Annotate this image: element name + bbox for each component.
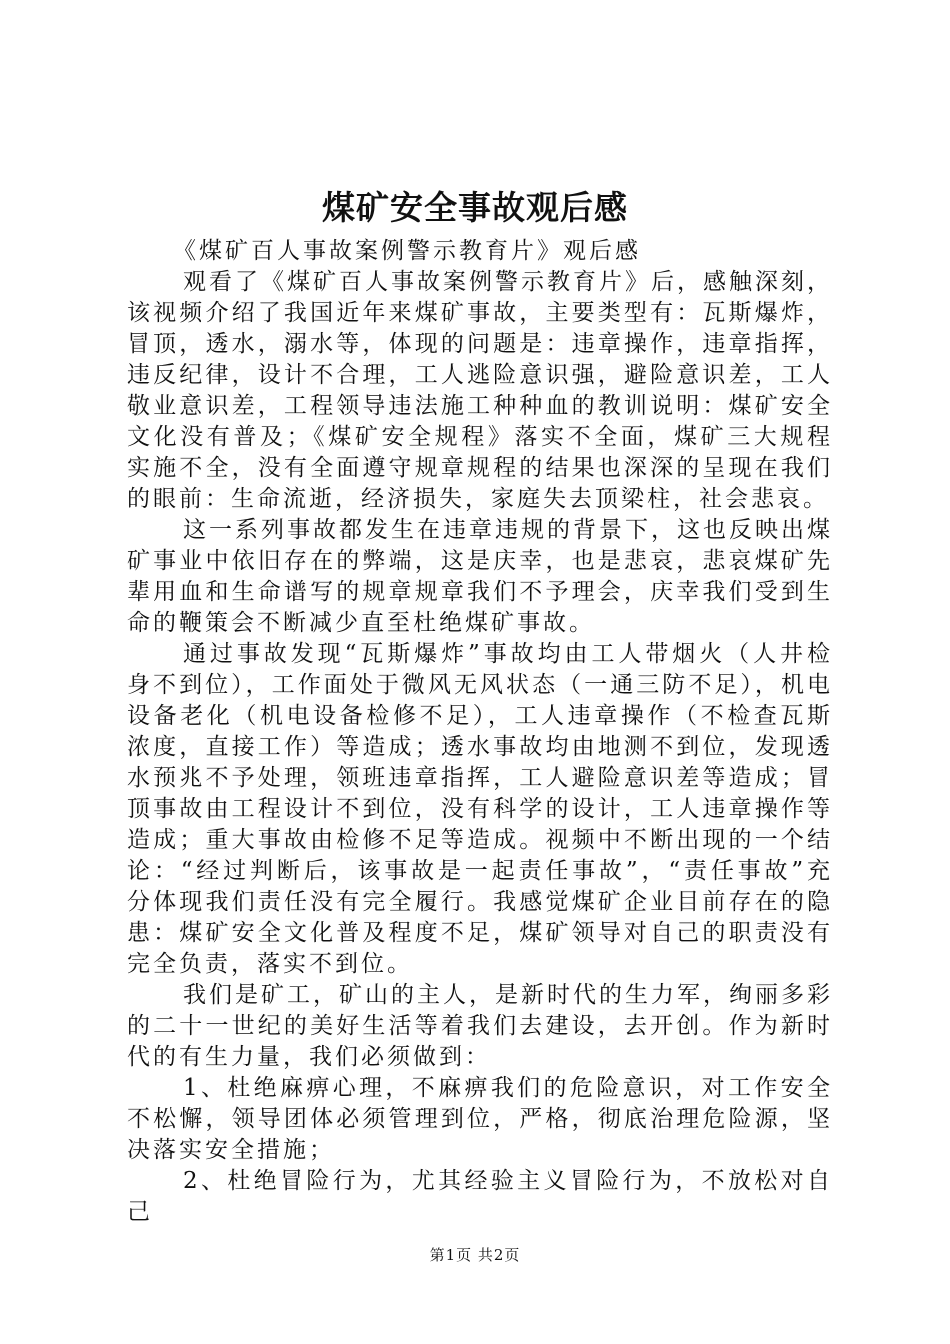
list-item: 2、杜绝冒险行为，尤其经验主义冒险行为，不放松对自己 — [127, 1168, 833, 1225]
paragraph: 通过事故发现“瓦斯爆炸”事故均由工人带烟火（人井检身不到位），工作面处于微风无风状态（一通三防不足），机电设备老化（机电设备检修不足），工人违章操作（不检查瓦斯浓度，直接工作）等造成；透水事故均由地测不到位，发现透水预兆不予处理，领班违章指挥，工人避险意识差等造成；冒顶事故由工程设计不到位，没有科学的设计，工人违章操作等造成；重大事故由检修不足等造成。视频中不断出现的一个结论：“经过判断后，该事故是一起责任事故”，“责任事故”充分体现我们责任没有完全履行。我感觉煤矿企业目前存在的隐患：煤矿安全文化普及程度不足，煤矿领导对自己的职责没有完全负责，落实不到位。 — [127, 641, 833, 977]
paragraph: 我们是矿工，矿山的主人，是新时代的生力军，绚丽多彩的二十一世纪的美好生活等着我们去建设，去开创。作为新时代的有生力量，我们必须做到： — [127, 982, 833, 1070]
list-item: 1、杜绝麻痹心理，不麻痹我们的危险意识，对工作安全不松懈，领导团体必须管理到位，严格，彻底治理危险源，坚决落实安全措施； — [127, 1075, 833, 1163]
document-title: 煤矿安全事故观后感 — [322, 188, 628, 227]
paragraph-subtitle: 《煤矿百人事故案例警示教育片》观后感 — [173, 238, 641, 264]
paragraph: 这一系列事故都发生在违章违规的背景下，这也反映出煤矿事业中依旧存在的弊端，这是庆幸，也是悲哀，悲哀煤矿先辈用血和生命谱写的规章规章我们不予理会，庆幸我们受到生命的鞭策会不断减少直至杜绝煤矿事故。 — [127, 517, 833, 636]
page-number-footer: 第1页 共2页 — [429, 1246, 521, 1264]
paragraph: 观看了《煤矿百人事故案例警示教育片》后，感触深刻，该视频介绍了我国近年来煤矿事故，主要类型有：瓦斯爆炸，冒顶，透水，溺水等，体现的问题是：违章操作，违章指挥，违反纪律，设计不合理，工人逃险意识强，避险意识差，工人敬业意识差，工程领导违法施工种种血的教训说明：煤矿安全文化没有普及；《煤矿安全规程》落实不全面，煤矿三大规程实施不全，没有全面遵守规章规程的结果也深深的呈现在我们的眼前：生命流逝，经济损失，家庭失去顶梁柱，社会悲哀。 — [127, 269, 833, 512]
document-body — [127, 236, 833, 1228]
